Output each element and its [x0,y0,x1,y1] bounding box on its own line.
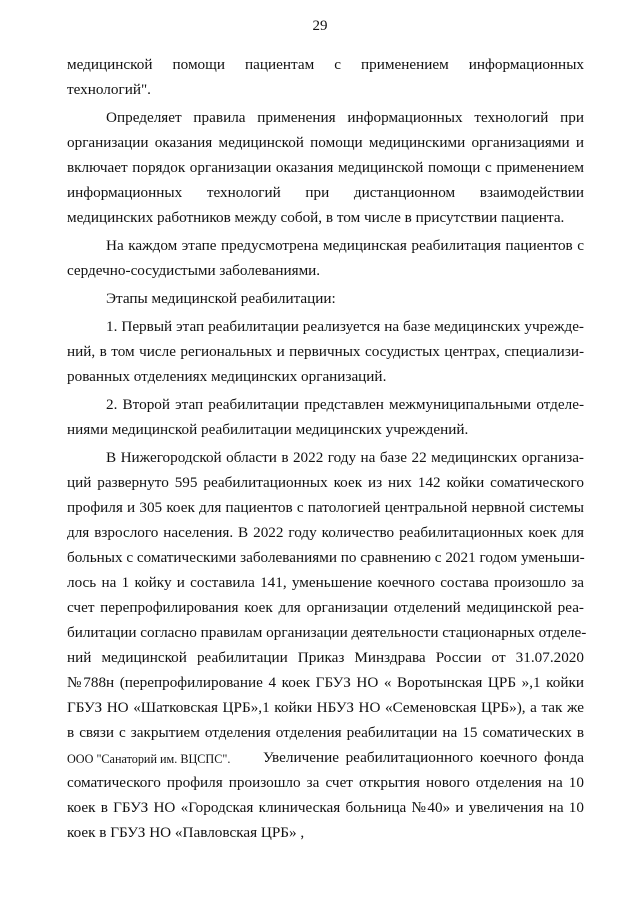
text-line: профиля и 305 коек для пациентов с патологией центральной нервной системы [67,499,584,516]
text-line: для взрослого населения. В 2022 году количество реабилитационных коек для [67,524,584,541]
text-line: информационных технологий при дистанционном взаимодействии [67,184,584,201]
text-line: В Нижегородской области в 2022 году на базе 22 медицинских организа- [106,449,584,466]
text-line: сердечно-сосудистыми заболеваниями. [67,262,321,279]
text-line: На каждом этапе предусмотрена медицинская реабилитация пациентов с [106,237,584,254]
text-line: коек в ГБУЗ НО «Городская клиническая больница №40» и увеличения на 10 [67,799,584,816]
text-line: №788н (перепрофилирование 4 коек ГБУЗ НО « Воротынская ЦРБ »,1 койки [67,674,584,691]
page-number: 29 [312,18,328,34]
text-line: медицинских работников между собой, в том числе в присутствии пациента. [67,209,565,226]
text-line: ний медицинской реабилитации Приказ Минздрава России от 31.07.2020 [67,649,584,666]
text-line: счет перепрофилирования коек для организации отделений медицинской реа- [67,599,584,616]
text-line: коек в ГБУЗ НО «Павловская ЦРБ» , [67,824,305,841]
text-line: ООО "Санаторий им. ВЦСПС". [67,752,231,766]
text-line: 2. Второй этап реабилитации представлен межмуниципальными отделе- [106,396,584,413]
text-line: Этапы медицинской реабилитации: [106,290,336,307]
text-line: включает порядок организации оказания медицинской помощи с применением [67,159,584,176]
text-line: рованных отделениях медицинских организаций. [67,368,387,385]
text-line: лось на 1 койку и составила 141, уменьшение коечного состава произошло за [67,574,584,591]
text-line: соматического профиля произошло за счет открытия нового отделения на 10 [67,774,584,791]
text-line: организации оказания медицинской помощи медицинскими организациями и [67,134,584,151]
text-line: 1. Первый этап реабилитации реализуется на базе медицинских учрежде- [106,318,584,335]
text-line: ниями медицинской реабилитации медицинских учреждений. [67,421,469,438]
text-line: Определяет правила применения информационных технологий при [106,109,584,126]
text-line: больных с соматическими заболеваниями по сравнению с 2021 годом уменьши- [67,549,585,566]
text-line: ГБУЗ НО «Шатковская ЦРБ»,1 койки НБУЗ НО «Семеновская ЦРБ»), а так же [67,699,584,716]
text-line: ций развернуто 595 реабилитационных коек из них 142 койки соматического [67,474,584,491]
text-line: ний, в том числе региональных и первичных сосудистых центрах, специализи- [67,343,584,360]
text-line: Увеличение реабилитационного коечного фонда [263,749,584,766]
text-line: технологий". [67,81,151,98]
text-line: медицинской помощи пациентам с применением информационных [67,56,584,73]
text-line: в связи с закрытием отделения отделения реабилитации на 15 соматических в [67,724,584,741]
text-line: билитации согласно правилам организации деятельности стационарных отделе- [67,624,587,641]
